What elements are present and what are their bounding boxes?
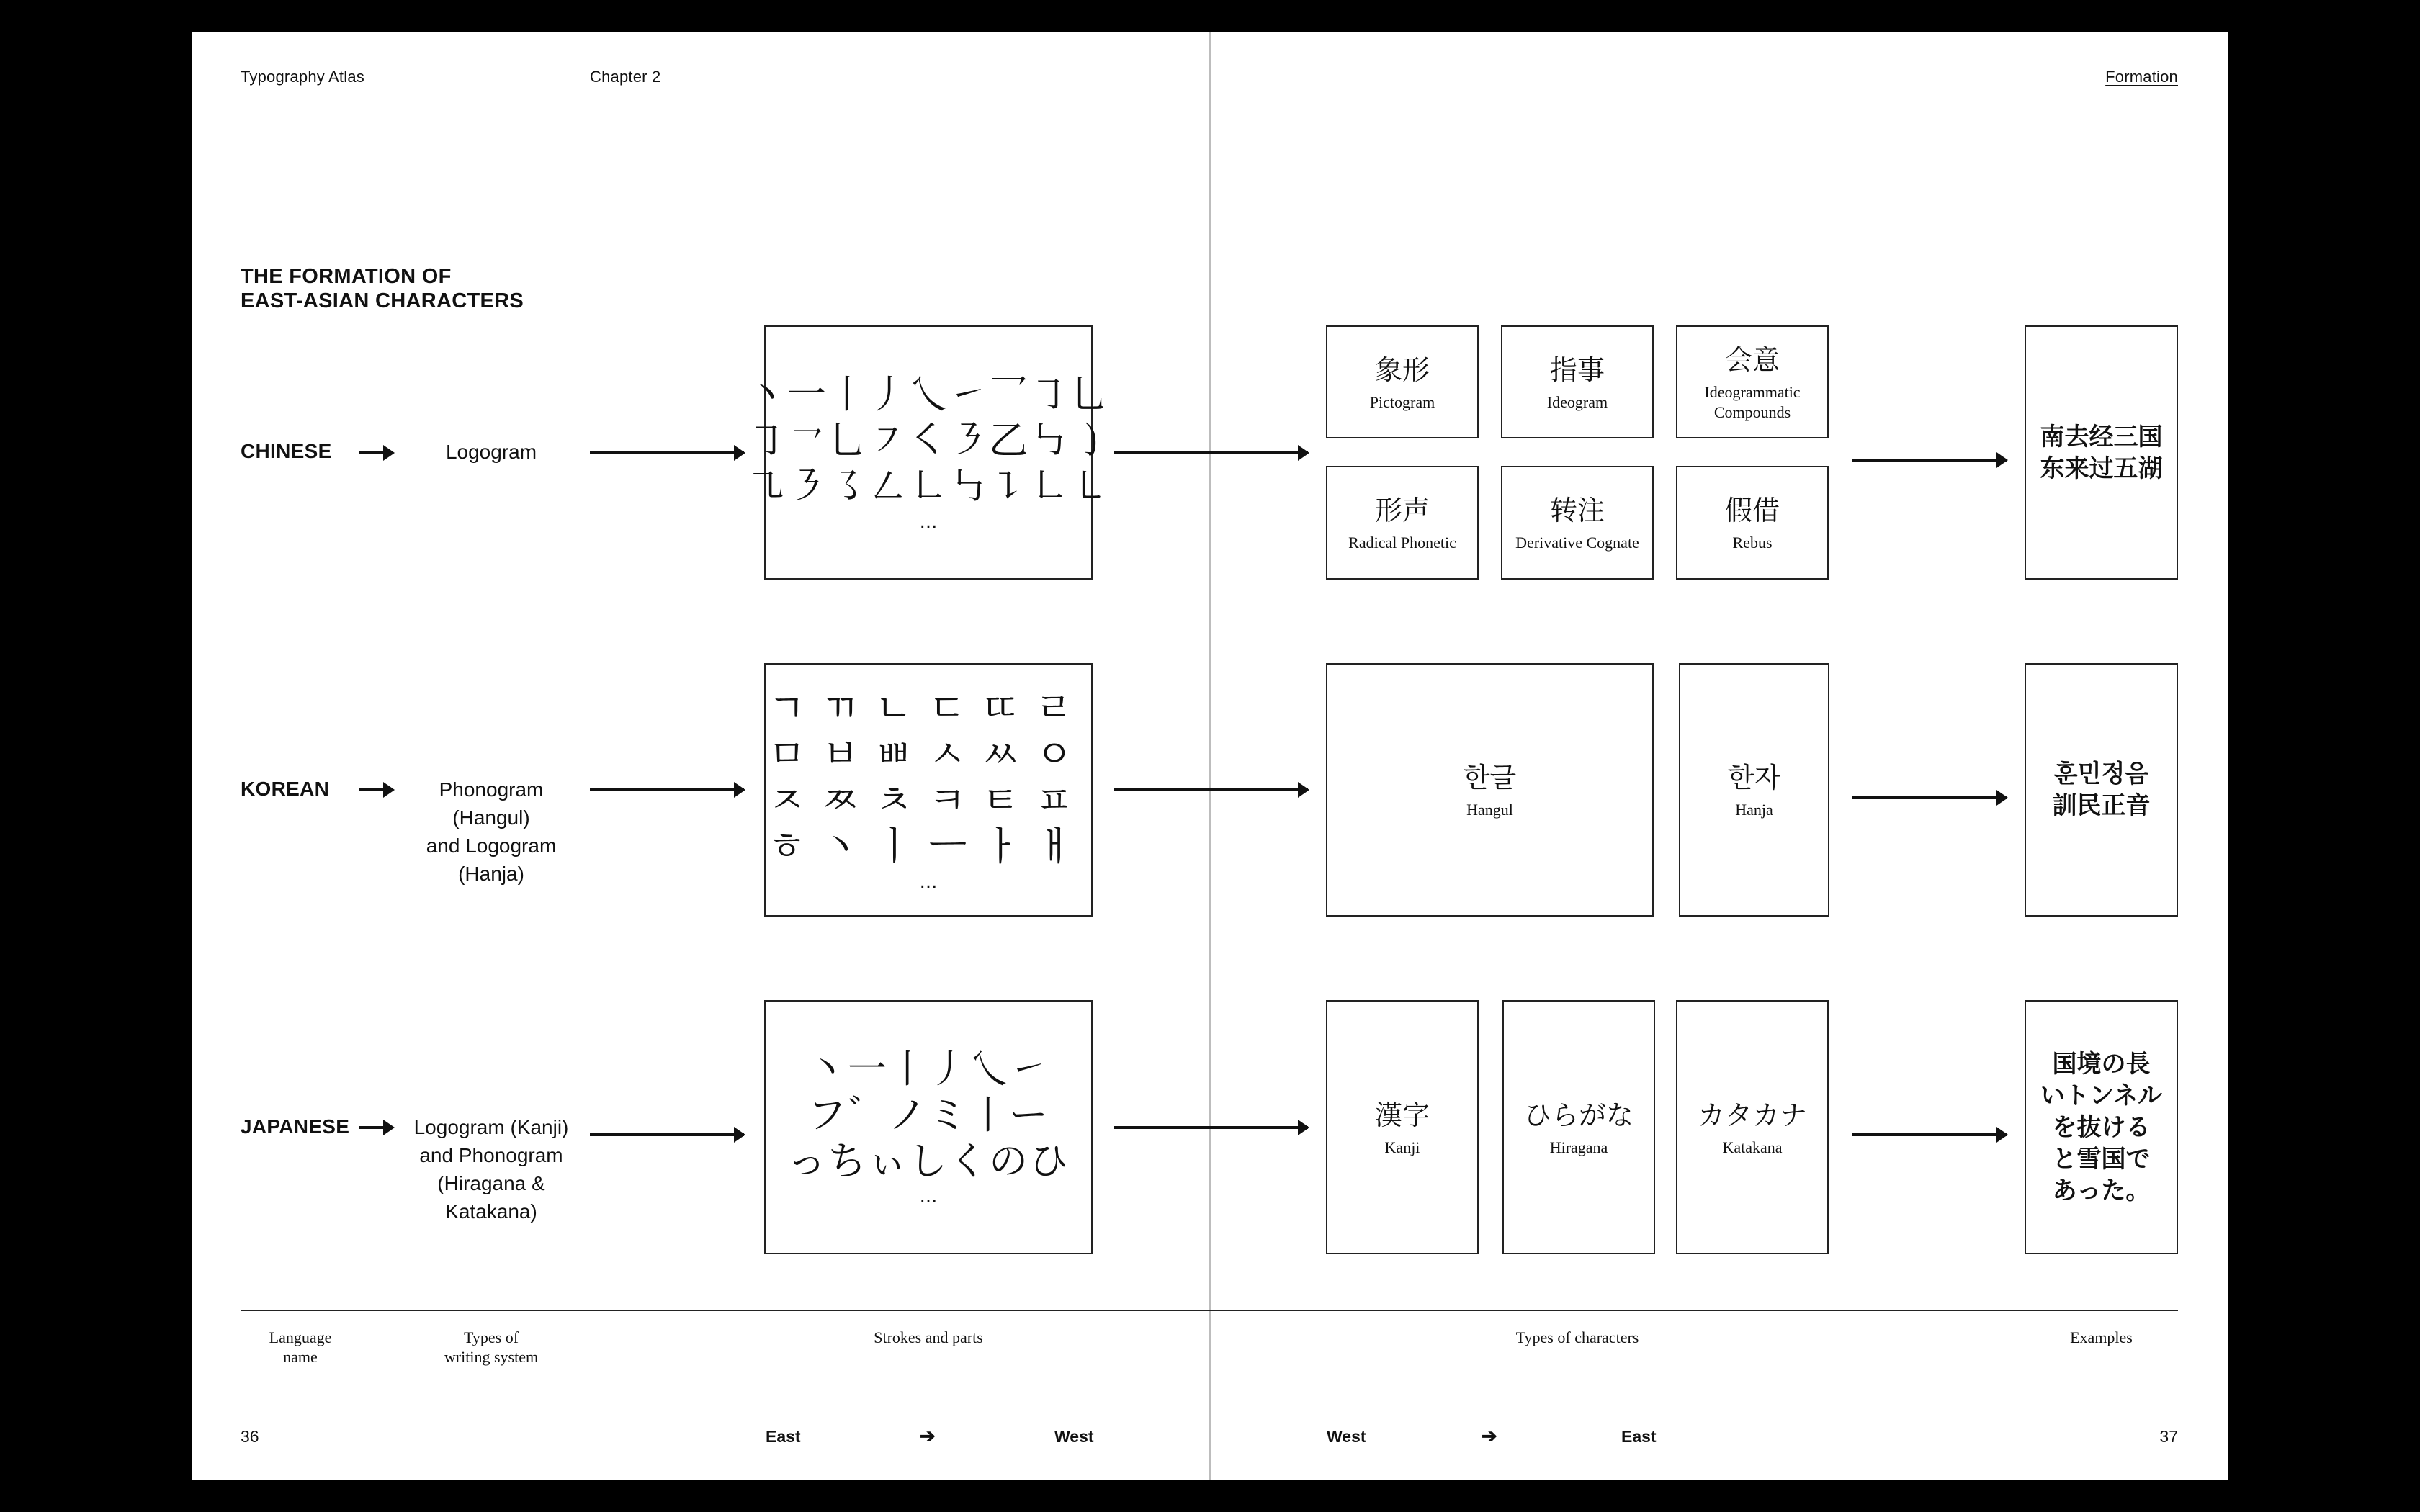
arrow-icon [1114, 1126, 1308, 1129]
page-number-left: 36 [241, 1427, 259, 1446]
strokes-line: 丶一丨丿乀㇀乛㇆乚 [747, 371, 1110, 417]
strokes-line: っちぃしくのひ [787, 1138, 1070, 1184]
chapter-label: Chapter 2 [590, 68, 661, 86]
column-label-strokes: Strokes and parts [874, 1328, 983, 1346]
char-caption: Katakana [1722, 1138, 1783, 1156]
writing-system-chinese: Logogram [445, 441, 537, 463]
char-glyph: 转注 [1549, 495, 1605, 526]
direction-from-right: West [1327, 1427, 1366, 1446]
char-glyph: カタカナ [1697, 1099, 1807, 1131]
strokes-line: 丶一丨丿乀㇀ [807, 1045, 1049, 1092]
ellipsis: ... [919, 510, 938, 533]
strokes-line: フ゛ノミ丨ー [807, 1092, 1049, 1138]
char-type-box [1676, 1000, 1829, 1254]
char-type-box [1676, 466, 1829, 580]
char-type-box [1501, 466, 1654, 580]
char-glyph: 假借 [1724, 495, 1780, 526]
direction-to-right: East [1621, 1427, 1657, 1446]
strokes-line: ㇆㇖乚㇇㇛㇋乙㇉㇁ [747, 417, 1110, 463]
spread-title: THE FORMATION OF EAST-ASIAN CHARACTERS [241, 265, 524, 312]
arrow-icon [1852, 796, 2007, 799]
strokes-box-korean [764, 663, 1093, 917]
char-caption: Hangul [1466, 801, 1513, 819]
section-link[interactable]: Formation [2105, 68, 2178, 86]
writing-system-korean: Phonogram (Hangul) and Logogram (Hanja) [426, 778, 557, 885]
char-type-box [1326, 466, 1479, 580]
example-box-chinese [2025, 325, 2178, 580]
arrow-icon [359, 451, 393, 454]
char-glyph: 形声 [1374, 495, 1430, 526]
language-korean: KOREAN [241, 778, 330, 800]
example-box-japanese [2025, 1000, 2178, 1254]
strokes-line: ㇈㇋㇌㇜㇗㇉㇊㇗㇄ [747, 463, 1110, 509]
example-text: 南去经三国 东来过五湖 [2040, 422, 2163, 483]
char-caption: Pictogram [1369, 392, 1435, 411]
column-label-examples: Examples [2070, 1328, 2133, 1346]
example-text: 훈민정음 訓民正音 [2052, 760, 2151, 820]
arrow-icon [590, 451, 744, 454]
ellipsis: ... [919, 1185, 938, 1207]
writing-system-japanese: Logogram (Kanji) and Phonogram (Hiragana & Katakana) [413, 1116, 569, 1223]
char-glyph: 한글 [1463, 762, 1517, 793]
direction-arrow-icon: ➔ [1482, 1425, 1497, 1446]
language-chinese: CHINESE [241, 440, 332, 462]
arrow-icon [590, 1133, 744, 1136]
char-caption: Radical Phonetic [1348, 534, 1456, 552]
char-caption: Hanja [1735, 801, 1773, 819]
column-rule [241, 1310, 2178, 1311]
strokes-line: ㅎ丶ㅣㅡㅏㅐ [767, 824, 1090, 869]
char-caption: Ideogram [1546, 392, 1608, 411]
arrow-icon [1852, 1133, 2007, 1136]
strokes-box-japanese [764, 1000, 1093, 1254]
char-type-box [1326, 325, 1479, 438]
example-box-korean [2025, 663, 2178, 917]
example-text: 国境の長 いトンネル を抜ける と雪国で あった。 [2040, 1049, 2162, 1205]
direction-to-left: West [1054, 1427, 1094, 1446]
arrow-icon [1852, 459, 2007, 462]
book-title: Typography Atlas [241, 68, 364, 86]
strokes-line: ㄱㄲㄴㄷㄸㄹ [768, 685, 1089, 731]
char-type-box [1326, 1000, 1479, 1254]
char-type-box [1501, 325, 1654, 438]
strokes-line: ㅈㅉㅊㅋㅌㅍ [768, 778, 1089, 823]
arrow-icon [359, 1126, 393, 1129]
char-type-box [1502, 1000, 1655, 1254]
char-type-box [1676, 325, 1829, 438]
language-japanese: JAPANESE [241, 1115, 350, 1138]
char-type-box [1326, 663, 1654, 917]
char-caption: Hiragana [1549, 1138, 1608, 1156]
char-caption: Derivative Cognate [1515, 534, 1639, 552]
char-glyph: ひらがな [1523, 1099, 1634, 1131]
direction-from-left: East [766, 1427, 801, 1446]
char-caption: Ideogrammatic Compounds [1704, 382, 1801, 421]
char-glyph: 指事 [1549, 354, 1605, 386]
arrow-icon [1114, 451, 1308, 454]
arrow-icon [1114, 788, 1308, 791]
direction-arrow-icon: ➔ [920, 1425, 936, 1446]
column-label-language: Language name [269, 1328, 332, 1366]
char-glyph: 象形 [1374, 354, 1430, 386]
char-glyph: 漢字 [1374, 1099, 1430, 1131]
column-label-characters: Types of characters [1515, 1328, 1639, 1346]
strokes-box-chinese [747, 325, 1110, 580]
char-glyph: 한자 [1727, 762, 1781, 793]
char-type-box [1679, 663, 1829, 917]
arrow-icon [590, 788, 744, 791]
strokes-line: ㅁㅂㅃㅅㅆㅇ [768, 732, 1089, 777]
ellipsis: ... [919, 871, 938, 893]
spread-gutter [1209, 32, 1211, 1480]
char-caption: Rebus [1732, 534, 1773, 552]
column-label-types: Types of writing system [444, 1328, 539, 1366]
page-number-right: 37 [2159, 1427, 2178, 1446]
char-caption: Kanji [1384, 1138, 1420, 1156]
char-glyph: 会意 [1724, 343, 1780, 376]
arrow-icon [359, 788, 393, 791]
